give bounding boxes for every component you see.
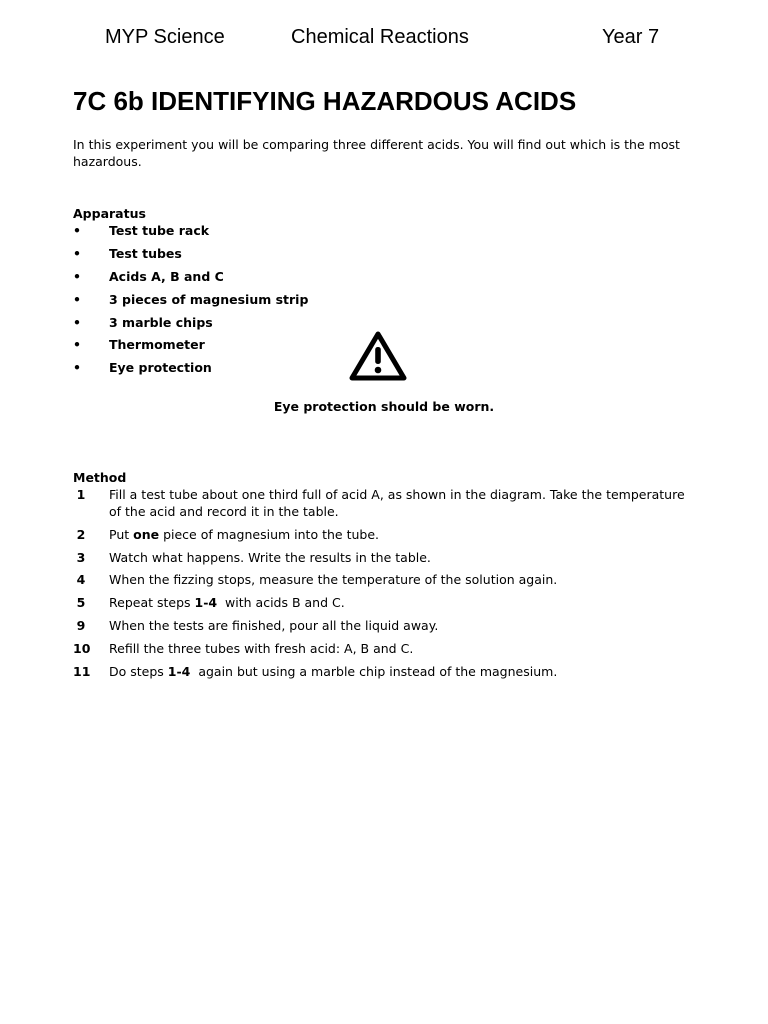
step-text: [109, 571, 693, 588]
apparatus-item-label: Test tube rack: [109, 223, 210, 238]
intro-paragraph: In this experiment you will be comparing three different acids. You will find out which is the most hazardous.: [73, 137, 680, 169]
bullet-icon: •: [73, 223, 81, 238]
apparatus-item-label: Eye protection: [109, 360, 212, 376]
header-year: Year 7: [602, 26, 660, 48]
list-item: [73, 640, 693, 657]
step-number: 2: [76, 526, 86, 542]
step-number: 11: [73, 663, 91, 679]
apparatus-item-label: 3 marble chips: [109, 314, 213, 330]
step-number: 1: [76, 487, 86, 502]
step-text: [109, 640, 693, 657]
bullet-icon: •: [73, 314, 81, 330]
bullet-icon: •: [73, 360, 81, 376]
step-text: [109, 486, 693, 520]
bullet-icon: •: [73, 268, 81, 284]
step-number: 4: [76, 572, 86, 588]
step-text-part: Repeat steps: [109, 595, 195, 611]
step-text-part: When the tests are finished, pour all the liquid away.: [109, 617, 439, 633]
apparatus-item-label: Thermometer: [109, 337, 205, 353]
apparatus-item-label: Acids A, B and C: [109, 268, 224, 284]
step-emphasis: 1-4: [194, 595, 218, 611]
list-item: [73, 594, 693, 611]
list-item: [73, 526, 693, 543]
step-emphasis: 1-4: [167, 663, 191, 679]
warning-text: Eye protection should be worn.: [273, 399, 495, 414]
list-item: [73, 617, 693, 634]
step-text-part: Fill a test tube about one third full of acid A, as shown in the diagram. Take the temperature of the acid and record it in the table.: [109, 487, 685, 519]
apparatus-heading: Apparatus: [73, 206, 146, 221]
method-steps: [73, 486, 693, 685]
step-text: [109, 594, 693, 611]
step-number: 10: [73, 640, 91, 656]
page-header: [0, 26, 768, 54]
bullet-icon: •: [73, 337, 81, 353]
warning-triangle-icon: [348, 330, 408, 382]
list-item: [73, 571, 693, 588]
page-title: 7C 6b IDENTIFYING HAZARDOUS ACIDS: [73, 86, 577, 116]
step-number: 5: [76, 595, 86, 611]
method-heading: Method: [73, 470, 127, 485]
step-text-part: When the fizzing stops, measure the temperature of the solution again.: [109, 572, 558, 588]
step-number: 9: [76, 617, 86, 633]
bullet-icon: •: [73, 291, 81, 307]
step-text-part: with acids B and C.: [217, 595, 345, 611]
apparatus-item-label: 3 pieces of magnesium strip: [109, 291, 309, 307]
step-text: [109, 663, 693, 680]
step-text-part: Watch what happens. Write the results in the table.: [109, 549, 431, 565]
step-text: [109, 617, 693, 634]
list-item: [73, 549, 693, 566]
step-text-part: Put: [109, 526, 134, 542]
header-topic: Chemical Reactions: [291, 26, 469, 48]
bullet-icon: •: [73, 245, 81, 261]
step-text-part: piece of magnesium into the tube.: [159, 526, 379, 542]
step-text-part: Refill the three tubes with fresh acid: A, B and C.: [109, 640, 414, 656]
apparatus-item-label: Test tubes: [109, 245, 182, 261]
step-emphasis: one: [133, 526, 160, 542]
header-subject: MYP Science: [105, 26, 225, 48]
step-text: [109, 549, 693, 566]
step-text-part: Do steps: [109, 663, 168, 679]
step-text-part: again but using a marble chip instead of the magnesium.: [190, 663, 558, 679]
step-number: 3: [76, 549, 86, 565]
step-text: [109, 526, 693, 543]
list-item: [73, 486, 693, 520]
list-item: [73, 663, 693, 680]
